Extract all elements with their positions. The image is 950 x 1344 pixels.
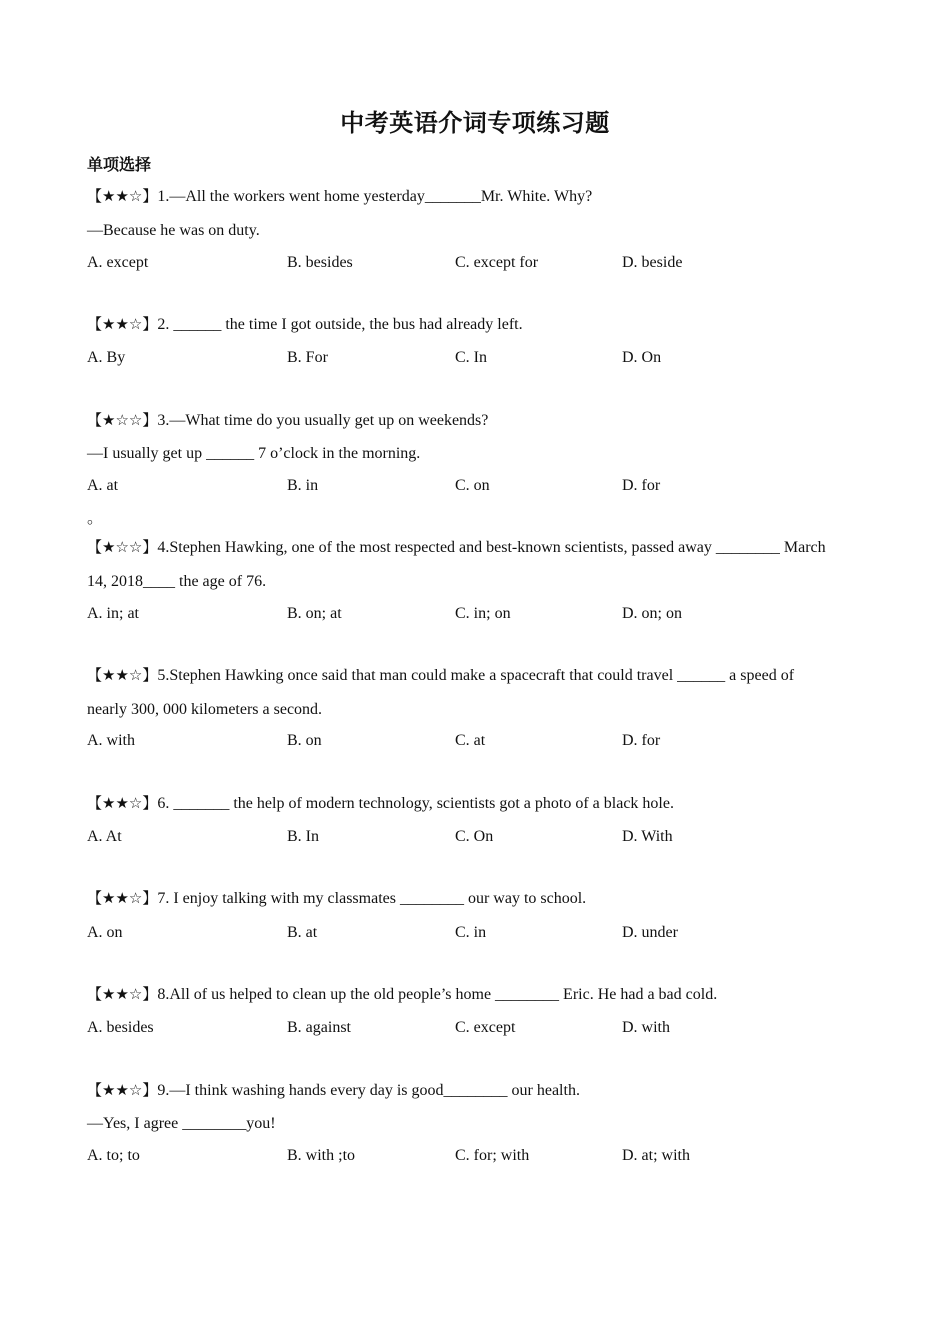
question-2-option-d[interactable]: D. On	[622, 349, 662, 366]
question-5-option-b[interactable]: B. on	[287, 732, 322, 749]
question-2-rating: 【★★☆】	[87, 315, 158, 333]
question-4-rating: 【★☆☆】	[87, 538, 158, 556]
question-9-option-b[interactable]: B. with ;to	[287, 1147, 356, 1164]
question-8-stem	[87, 984, 867, 1005]
question-1-stem	[87, 186, 867, 207]
section-heading: 单项选择	[87, 155, 152, 174]
question-4-stem	[87, 537, 867, 558]
question-3-stem	[87, 410, 867, 431]
question-7-option-a[interactable]: A. on	[87, 924, 123, 941]
question-5-option-d[interactable]: D. for	[622, 732, 661, 749]
question-3-option-c[interactable]: C. on	[455, 477, 490, 494]
question-4-option-a[interactable]: A. in; at	[87, 605, 139, 622]
question-6-option-d[interactable]: D. With	[622, 828, 673, 845]
question-2-option-a[interactable]: A. By	[87, 349, 126, 366]
question-4-option-c[interactable]: C. in; on	[455, 605, 511, 622]
question-5-rating: 【★★☆】	[87, 666, 158, 684]
question-8-rating: 【★★☆】	[87, 985, 158, 1003]
question-1-text: 1.—All the workers went home yesterday_______Mr. White. Why?	[157, 188, 593, 205]
question-5-text: 5.Stephen Hawking once said that man could make a spacecraft that could travel ______ a speed of	[157, 667, 795, 684]
question-3-text: 3.—What time do you usually get up on weekends?	[157, 412, 489, 429]
question-1-text-line-2: —Because he was on duty.	[87, 222, 260, 239]
question-9-rating: 【★★☆】	[87, 1081, 158, 1099]
question-7-option-d[interactable]: D. under	[622, 924, 678, 941]
question-9-option-d[interactable]: D. at; with	[622, 1147, 690, 1164]
question-9-text-line-2: —Yes, I agree ________you!	[87, 1115, 276, 1132]
question-5-option-a[interactable]: A. with	[87, 732, 135, 749]
question-3-text-line-2: —I usually get up ______ 7 o’clock in the morning.	[87, 445, 421, 462]
question-3-rating: 【★☆☆】	[87, 411, 158, 429]
question-1-option-c[interactable]: C. except for	[455, 254, 539, 271]
question-9-text: 9.—I think washing hands every day is good________ our health.	[157, 1082, 580, 1099]
question-7-option-b[interactable]: B. at	[287, 924, 318, 941]
question-9-option-c[interactable]: C. for; with	[455, 1147, 530, 1164]
question-4-option-b[interactable]: B. on; at	[287, 605, 342, 622]
question-1-rating: 【★★☆】	[87, 187, 158, 205]
question-8-option-c[interactable]: C. except	[455, 1019, 516, 1036]
question-9-stem	[87, 1080, 867, 1101]
question-6-option-a[interactable]: A. At	[87, 828, 122, 845]
question-6-text: 6. _______ the help of modern technology, scientists got a photo of a black hole.	[157, 795, 674, 812]
question-4-option-d[interactable]: D. on; on	[622, 605, 682, 622]
question-8-option-b[interactable]: B. against	[287, 1019, 351, 1036]
question-2-option-b[interactable]: B. For	[287, 349, 328, 366]
question-5-stem	[87, 665, 867, 686]
question-4-text-line-2: 14, 2018____ the age of 76.	[87, 573, 267, 590]
question-7-text: 7. I enjoy talking with my classmates ________ our way to school.	[157, 890, 587, 907]
question-3-option-d[interactable]: D. for	[622, 477, 661, 494]
question-3-option-a[interactable]: A. at	[87, 477, 119, 494]
question-6-option-b[interactable]: B. In	[287, 828, 319, 845]
question-1-option-b[interactable]: B. besides	[287, 254, 353, 271]
question-8-text: 8.All of us helped to clean up the old people’s home ________ Eric. He had a bad cold.	[157, 986, 718, 1003]
question-7-stem	[87, 888, 867, 909]
question-6-stem	[87, 793, 867, 814]
question-6-rating: 【★★☆】	[87, 794, 158, 812]
question-8-option-d[interactable]: D. with	[622, 1019, 670, 1036]
question-3-option-b[interactable]: B. in	[287, 477, 319, 494]
stray-punctuation-mark: 。	[87, 510, 104, 527]
question-2-text: 2. ______ the time I got outside, the bus had already left.	[157, 316, 523, 333]
question-6-option-c[interactable]: C. On	[455, 828, 494, 845]
question-7-rating: 【★★☆】	[87, 889, 158, 907]
question-7-option-c[interactable]: C. in	[455, 924, 487, 941]
question-5-option-c[interactable]: C. at	[455, 732, 486, 749]
question-1-option-d[interactable]: D. beside	[622, 254, 683, 271]
page-title: 中考英语介词专项练习题	[340, 109, 610, 137]
question-5-text-line-2: nearly 300, 000 kilometers a second.	[87, 701, 323, 718]
question-1-option-a[interactable]: A. except	[87, 254, 149, 271]
question-2-stem	[87, 314, 867, 335]
question-2-option-c[interactable]: C. In	[455, 349, 487, 366]
question-8-option-a[interactable]: A. besides	[87, 1019, 154, 1036]
question-9-option-a[interactable]: A. to; to	[87, 1147, 140, 1164]
question-4-text: 4.Stephen Hawking, one of the most respected and best-known scientists, passed away ________ March	[157, 539, 826, 556]
